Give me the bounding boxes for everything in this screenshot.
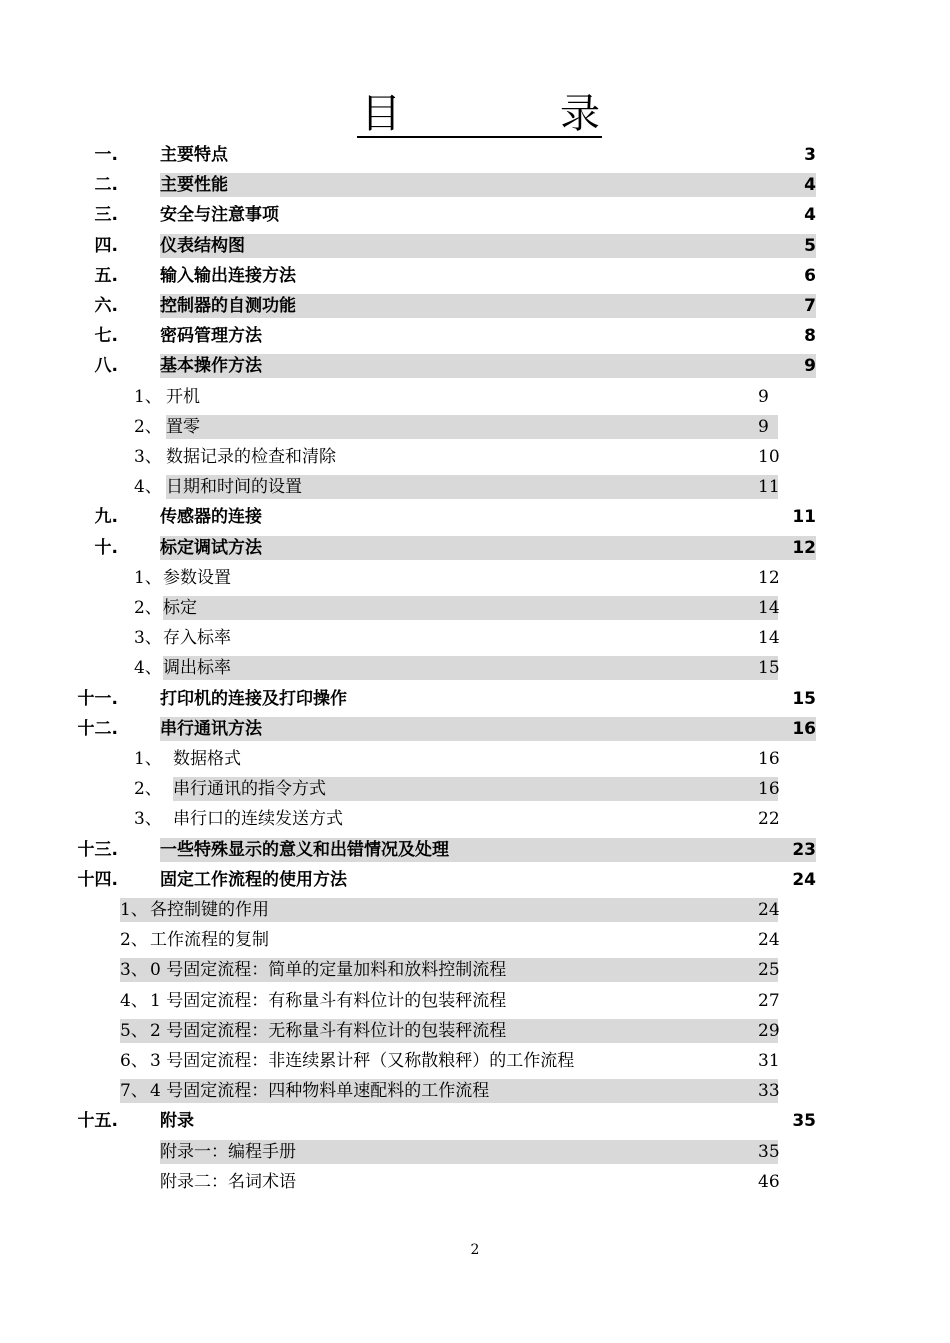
toc-section[interactable] xyxy=(0,774,950,804)
toc-number: 一. xyxy=(94,145,118,165)
toc-number: 十一. xyxy=(77,688,118,709)
toc-number: 九. xyxy=(94,507,118,528)
toc-section[interactable] xyxy=(0,442,950,472)
toc-label: 串行口的连续发送方式 xyxy=(173,809,343,830)
toc-title xyxy=(357,92,602,138)
toc-page: 24 xyxy=(758,900,780,920)
toc-section[interactable] xyxy=(0,563,950,593)
toc-number: 1、 xyxy=(134,386,162,407)
toc-label: 固定工作流程的使用方法 xyxy=(160,869,347,890)
toc-number: 十四. xyxy=(77,869,118,890)
toc-number: 六. xyxy=(94,296,118,316)
toc-section[interactable] xyxy=(0,412,950,442)
toc-section[interactable] xyxy=(0,623,950,653)
toc-chapter[interactable] xyxy=(0,1106,950,1136)
row-highlight xyxy=(166,415,778,439)
toc-chapter[interactable] xyxy=(0,533,950,563)
toc-page: 12 xyxy=(792,537,816,558)
toc-label: 数据格式 xyxy=(173,749,241,769)
row-highlight xyxy=(160,173,816,197)
toc-label: 开机 xyxy=(166,386,200,407)
toc-page: 15 xyxy=(792,688,816,709)
row-highlight xyxy=(163,656,778,680)
toc-section[interactable] xyxy=(0,925,950,955)
toc-number: 3、 xyxy=(120,960,148,981)
toc-page: 8 xyxy=(804,326,816,347)
toc-chapter[interactable] xyxy=(0,714,950,744)
toc-page: 9 xyxy=(758,386,769,407)
title-char-1: 目 xyxy=(361,91,401,137)
row-highlight xyxy=(160,234,816,258)
toc-number: 八. xyxy=(94,356,118,377)
toc-section[interactable] xyxy=(0,986,950,1016)
toc-number: 二. xyxy=(94,175,118,196)
toc-page: 33 xyxy=(758,1081,780,1102)
toc-page: 27 xyxy=(758,990,780,1011)
toc-section[interactable] xyxy=(0,895,950,925)
toc-page: 11 xyxy=(792,507,816,528)
toc-number: 5、 xyxy=(120,1020,148,1041)
toc-number: 3、 xyxy=(134,809,162,830)
toc-number: 4、 xyxy=(134,477,162,498)
toc-number: 2、 xyxy=(134,416,162,437)
toc-page: 6 xyxy=(804,265,816,286)
toc-number: 五. xyxy=(94,265,118,286)
toc-number: 6、 xyxy=(120,1051,148,1071)
toc-chapter[interactable] xyxy=(0,140,950,170)
toc-chapter[interactable] xyxy=(0,231,950,261)
toc-number: 七. xyxy=(94,326,118,347)
toc-number: 1、 xyxy=(134,749,162,769)
toc-chapter[interactable] xyxy=(0,835,950,865)
toc-page: 16 xyxy=(758,749,780,769)
toc-page: 4 xyxy=(804,205,816,226)
toc-page: 35 xyxy=(758,1141,780,1162)
toc-page: 12 xyxy=(758,567,780,588)
toc-chapter[interactable] xyxy=(0,351,950,381)
toc-section[interactable] xyxy=(0,382,950,412)
toc-number: 十三. xyxy=(77,839,118,860)
toc-label: 打印机的连接及打印操作 xyxy=(160,688,347,709)
toc-number: 7、 xyxy=(120,1081,148,1102)
toc-section[interactable] xyxy=(0,744,950,774)
toc-section[interactable] xyxy=(0,653,950,683)
toc-label: 附录 xyxy=(160,1111,194,1132)
toc-page: 24 xyxy=(758,930,780,951)
toc-page: 3 xyxy=(804,145,816,165)
toc-number: 十二. xyxy=(77,718,118,739)
toc-number: 4、 xyxy=(120,990,148,1011)
toc-label: 主要性能 xyxy=(160,175,228,196)
toc-label: 附录二：名词术语 xyxy=(160,1171,296,1192)
page-number: 2 xyxy=(470,1242,480,1258)
toc-chapter[interactable] xyxy=(0,170,950,200)
toc-page: 10 xyxy=(758,447,780,467)
toc-page: 29 xyxy=(758,1020,780,1041)
toc-label: 标定调试方法 xyxy=(160,537,262,558)
toc-label: 工作流程的复制 xyxy=(150,930,269,951)
toc-label: 标定 xyxy=(163,598,197,618)
toc-section[interactable] xyxy=(0,1016,950,1046)
title-char-2: 录 xyxy=(560,91,600,137)
toc-label: 安全与注意事项 xyxy=(160,205,279,226)
toc-label: 日期和时间的设置 xyxy=(166,477,302,498)
toc-chapter[interactable] xyxy=(0,502,950,532)
toc-label: 仪表结构图 xyxy=(160,235,245,256)
toc-number: 十五. xyxy=(77,1111,118,1132)
toc-page: 22 xyxy=(758,809,780,830)
toc-section[interactable] xyxy=(0,955,950,985)
toc-section[interactable] xyxy=(0,1137,950,1167)
toc-label: 存入标率 xyxy=(163,628,231,649)
toc-number: 2、 xyxy=(134,598,162,618)
toc-label: 2 号固定流程：无称量斗有料位计的包装秤流程 xyxy=(150,1020,507,1041)
toc-page: 24 xyxy=(792,869,816,890)
toc-page: 4 xyxy=(804,175,816,196)
toc-section[interactable] xyxy=(0,472,950,502)
toc-page: 16 xyxy=(758,779,780,800)
toc-label: 基本操作方法 xyxy=(160,356,262,377)
toc-number: 三. xyxy=(94,205,118,226)
toc-label: 调出标率 xyxy=(163,658,231,679)
toc-label: 3 号固定流程：非连续累计秤（又称散粮秤）的工作流程 xyxy=(150,1051,575,1071)
toc-label: 串行通讯的指令方式 xyxy=(173,779,326,800)
toc-chapter[interactable] xyxy=(0,865,950,895)
toc-page: 46 xyxy=(758,1171,780,1192)
toc-label: 输入输出连接方法 xyxy=(160,265,296,286)
toc-label: 置零 xyxy=(166,416,200,437)
toc-label: 各控制键的作用 xyxy=(150,900,269,920)
toc-chapter[interactable] xyxy=(0,684,950,714)
toc-label: 密码管理方法 xyxy=(160,326,262,347)
toc-label: 4 号固定流程：四种物料单速配料的工作流程 xyxy=(150,1081,490,1102)
toc-section[interactable] xyxy=(0,1076,950,1106)
toc-page: 5 xyxy=(804,235,816,256)
toc-page: 15 xyxy=(758,658,780,679)
toc-page: 7 xyxy=(804,296,816,316)
toc-page: 31 xyxy=(758,1051,780,1071)
toc-label: 附录一：编程手册 xyxy=(160,1141,296,1162)
toc-page: 11 xyxy=(758,477,780,498)
toc-page: 16 xyxy=(792,718,816,739)
toc-label: 传感器的连接 xyxy=(160,507,262,528)
toc-label: 1 号固定流程：有称量斗有料位计的包装秤流程 xyxy=(150,990,507,1011)
toc-label: 一些特殊显示的意义和出错情况及处理 xyxy=(160,839,449,860)
toc-label: 参数设置 xyxy=(163,567,231,588)
toc-page: 14 xyxy=(758,628,780,649)
toc-number: 2、 xyxy=(134,779,162,800)
toc-section[interactable] xyxy=(0,804,950,834)
toc-number: 3、 xyxy=(134,447,162,467)
toc-label: 控制器的自测功能 xyxy=(160,296,296,316)
toc-number: 四. xyxy=(94,235,118,256)
toc-number: 1、 xyxy=(120,900,148,920)
toc-page: 25 xyxy=(758,960,780,981)
toc-label: 0 号固定流程：简单的定量加料和放料控制流程 xyxy=(150,960,507,981)
toc-number: 十. xyxy=(94,537,118,558)
toc-chapter[interactable] xyxy=(0,321,950,351)
toc-number: 3、 xyxy=(134,628,162,649)
row-highlight xyxy=(163,596,778,620)
toc-section[interactable] xyxy=(0,1046,950,1076)
toc-page: 14 xyxy=(758,598,780,618)
toc-chapter[interactable] xyxy=(0,291,950,321)
toc-number: 2、 xyxy=(120,930,148,951)
toc-label: 串行通讯方法 xyxy=(160,718,262,739)
toc-chapter[interactable] xyxy=(0,200,950,230)
toc-label: 主要特点 xyxy=(160,145,228,165)
toc-section[interactable] xyxy=(0,1167,950,1197)
toc-label: 数据记录的检查和清除 xyxy=(166,447,336,467)
toc-number: 1、 xyxy=(134,567,162,588)
toc-chapter[interactable] xyxy=(0,261,950,291)
toc-number: 4、 xyxy=(134,658,162,679)
toc-page: 23 xyxy=(792,839,816,860)
toc-page: 9 xyxy=(758,416,769,437)
toc-section[interactable] xyxy=(0,593,950,623)
toc-page: 35 xyxy=(792,1111,816,1132)
toc-page: 9 xyxy=(804,356,816,377)
